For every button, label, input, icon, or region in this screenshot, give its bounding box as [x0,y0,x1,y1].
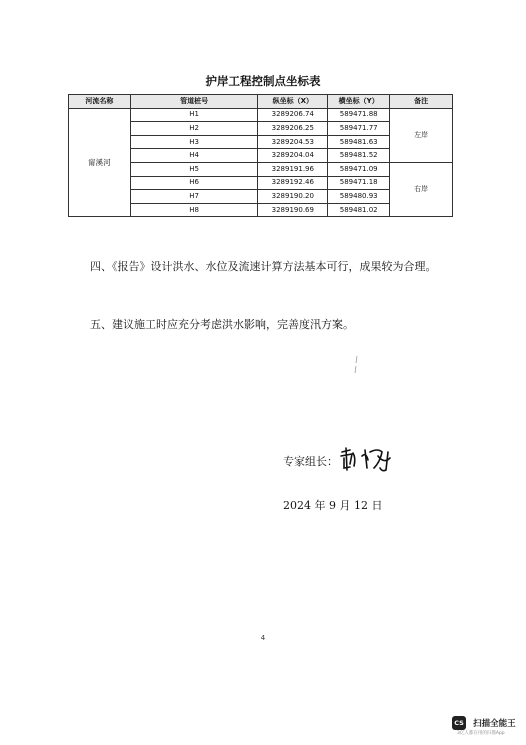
pile-id-cell: H8 [130,203,258,217]
scanner-watermark [452,712,516,731]
x-coordinate-cell: 3289191.96 [258,162,328,176]
y-coordinate-cell: 589481.63 [328,135,390,149]
watermark-title: 扫描全能王 [473,718,516,729]
table-header-row [69,95,453,109]
paragraph-four: 四、《报告》设计洪水、水位及流速计算方法基本可行，成果较为合理。 [90,260,437,273]
y-coordinate-cell: 589480.93 [328,190,390,204]
remark-cell-right-bank: 右岸 [390,162,453,216]
header-remark: 备注 [390,95,453,109]
pile-id-cell: H1 [130,108,258,122]
camscanner-logo-icon: CS [452,716,466,730]
header-y-coordinate: 横坐标（Y） [328,95,390,109]
y-coordinate-cell: 589471.88 [328,108,390,122]
x-coordinate-cell: 3289204.04 [258,149,328,163]
header-pile-number: 管道桩号 [130,95,258,109]
pile-id-cell: H7 [130,190,258,204]
page-number: 4 [260,634,266,642]
x-coordinate-cell: 3289190.20 [258,190,328,204]
pile-id-cell: H3 [130,135,258,149]
paragraph-five: 五、建议施工时应充分考虑洪水影响，完善度汛方案。 [90,318,354,331]
watermark-subtitle: 3亿人都在用的扫描App [457,731,505,736]
y-coordinate-cell: 589471.09 [328,162,390,176]
signature-label: 专家组长： [283,455,338,468]
pile-id-cell: H5 [130,162,258,176]
y-coordinate-cell: 589471.18 [328,176,390,190]
river-name-cell: 甯溪河 [69,108,131,217]
x-coordinate-cell: 3289204.53 [258,135,328,149]
document-date: 2024 年 9 月 12 日 [283,499,383,512]
y-coordinate-cell: 589481.52 [328,149,390,163]
pile-id-cell: H6 [130,176,258,190]
handwritten-signature [338,444,398,474]
x-coordinate-cell: 3289190.69 [258,203,328,217]
x-coordinate-cell: 3289206.25 [258,122,328,136]
pile-id-cell: H2 [130,122,258,136]
table-title: 护岸工程控制点坐标表 [205,74,321,88]
x-coordinate-cell: 3289206.74 [258,108,328,122]
y-coordinate-cell: 589471.77 [328,122,390,136]
header-river-name: 河流名称 [69,95,131,109]
pile-id-cell: H4 [130,149,258,163]
remark-cell-left-bank: 左岸 [390,108,453,162]
header-x-coordinate: 纵坐标（X） [258,95,328,109]
pen-mark [352,355,360,375]
coordinate-table [68,94,453,217]
x-coordinate-cell: 3289192.46 [258,176,328,190]
y-coordinate-cell: 589481.02 [328,203,390,217]
table-row [69,108,453,122]
